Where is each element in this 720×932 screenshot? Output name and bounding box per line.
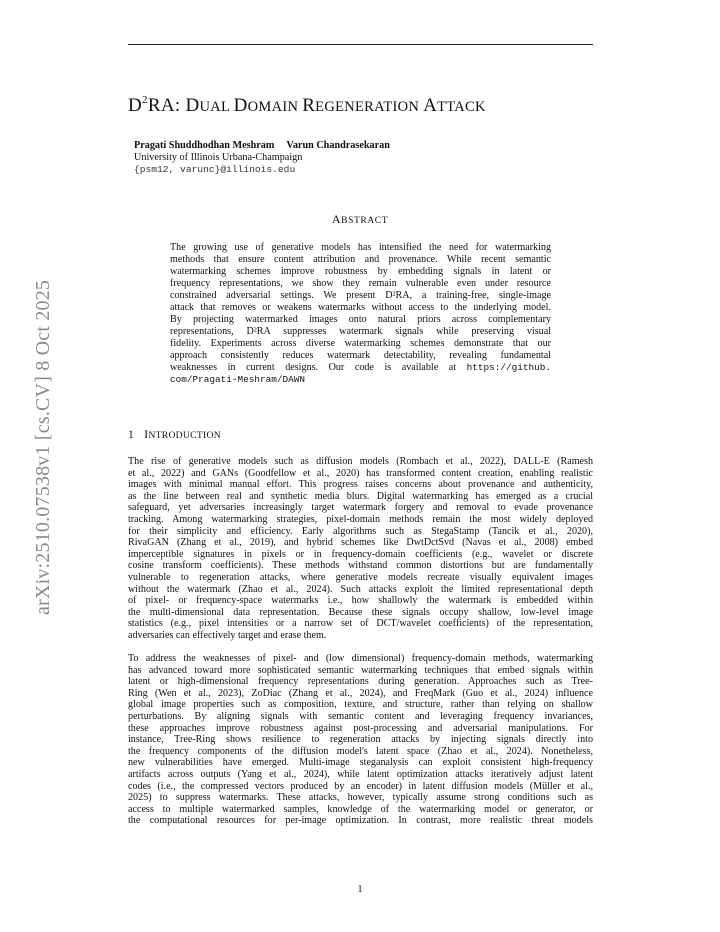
abstract-line: constrained adversarial settings. We present D²RA, a training-free, single-image (170, 290, 551, 301)
top-rule (128, 44, 593, 45)
paper-title: $D^2RA$: DUAL DOMAIN REGENERATION ATTACK (128, 94, 486, 116)
body-line: imperceptible signatures in pixels or in frequency-domain coefficients (e.g., wavelet or discrete (128, 548, 593, 560)
body-line: vulnerable to regeneration attacks, where generative models recreate visually equivalent images (128, 571, 593, 583)
body-line: et al., 2022) and GANs (Goodfellow et al., 2020) has transformed content creation, enabling realistic (128, 467, 593, 479)
author-2: Varun Chandrasekaran (286, 140, 390, 151)
body-line: safeguard, yet adversaries increasingly target watermark forgery and removal to evade provenance (128, 502, 593, 514)
intro-paragraph-1 (128, 456, 593, 642)
body-line: the multi-dimensional data representation. Because these signals occupy shallow, low-level image (128, 606, 593, 618)
abstract-body (170, 242, 551, 386)
author-1: Pragati Shuddhodhan Meshram (134, 140, 275, 151)
body-line: To address the weaknesses of pixel- and (low dimensional) frequency-domain methods, watermarking (128, 653, 593, 664)
body-line: new vulnerabilities have emerged. Multi-image steganalysis can exploit consistent high-frequency (128, 757, 593, 769)
abstract-line: watermarking schemes improve robustness by embedding signals in latent or (170, 266, 551, 277)
arxiv-stamp: arXiv:2510.07538v1 [cs.CV] 8 Oct 2025 (32, 279, 54, 615)
body-line: adversaries can effectively target and erase them. (128, 629, 327, 641)
body-line: statistics (e.g., pixel intensities or a narrow set of DCT/wavelet coefficients) of the representation, (128, 618, 593, 630)
body-line: without the watermark (Zhao et al., 2024). Such attacks exploit the limited representational depth (128, 583, 593, 595)
abstract-line: methods that ensure content attribution and provenance. While recent semantic (170, 254, 551, 265)
abstract-line: fidelity. Experiments across diverse watermarking schemes demonstrate that our (170, 338, 551, 349)
page-number: 1 (357, 884, 363, 895)
section-heading-introduction: 1 INTRODUCTION (128, 427, 221, 441)
author-names (134, 140, 390, 152)
body-line: tracking. Among watermarking strategies, pixel-domain methods remain the most widely deployed (128, 513, 593, 525)
body-line: codes (i.e., the compressed vectors produced by an encoder) in latent diffusion models (Müller et al., (128, 780, 593, 792)
abstract-line: By projecting watermarked images onto natural priors across complementary (170, 314, 551, 325)
body-line: global image properties such as composition, texture, and structure, rather than relying on shallow (128, 699, 593, 711)
body-line: the frequency components of the diffusion model's latent space (Zhao et al., 2024). Nonetheless, (128, 745, 593, 757)
body-line: perturbations. By aligning signals with semantic content and leveraging frequency invariances, (128, 710, 593, 722)
abstract-line: weaknesses in current designs. Our code is available at https://github. (170, 362, 551, 373)
body-line: access to multiple watermarked samples, knowledge of the watermarking model or generator, or (128, 803, 593, 815)
body-line: The rise of generative models such as diffusion models (Rombach et al., 2022), DALL-E (Ramesh (128, 456, 593, 467)
abstract-line: representations, D²RA suppresses watermark signals while preserving visual (170, 326, 551, 337)
body-line: latent or high-dimensional frequency representations during generation. Approaches such as Tree- (128, 676, 593, 688)
abstract-line: frequency representations, we show they remain vulnerable even under resource (170, 278, 551, 289)
body-line: RivaGAN (Zhang et al., 2019), and hybrid schemes like DwtDctSvd (Navas et al., 2008) embed (128, 537, 593, 549)
body-line: Ring (Wen et al., 2023), ZoDiac (Zhang et al., 2024), and FreqMark (Guo et al., 2024) influence (128, 687, 593, 699)
abstract-line: The growing use of generative models has intensified the need for watermarking (170, 242, 551, 253)
body-line: artifacts across outputs (Yang et al., 2024), while latent optimization attacks iteratively adjust latent (128, 768, 593, 780)
code-link-continued[interactable]: com/Pragati-Meshram/DAWN (170, 374, 306, 385)
author-block (134, 140, 390, 176)
abstract-line: attack that removes or weakens watermarks without access to the underlying model. (170, 302, 551, 313)
body-line: the computational resources for per-image optimization. In contrast, more realistic threat models (128, 815, 593, 827)
abstract-line (170, 374, 551, 386)
body-line: images with minimal manual effort. This progress raises concerns about provenance and authenticity, (128, 479, 593, 491)
body-line: these approaches improve robustness against post-processing and adversarial manipulations. For (128, 722, 593, 734)
body-line: of pixel- or frequency-space watermarks i.e., how shallowly the watermark is embedded within (128, 595, 593, 607)
body-line: instance, Tree-Ring shows resilience to regeneration attacks by injecting signals directly into (128, 734, 593, 746)
body-line: cosine transform coefficients). These methods withstand common distortions but are fundamentally (128, 560, 593, 572)
body-line: has advanced toward more sophisticated semantic watermarking techniques that embed signals within (128, 664, 593, 676)
abstract-heading: ABSTRACT (331, 212, 389, 226)
body-line: for their simplicity and efficiency. Early algorithms such as StegaStamp (Tancik et al., 2020), (128, 525, 593, 537)
abstract-line: approach consistently reduces watermark detectability, revealing fundamental (170, 350, 551, 361)
body-line: as the line between real and synthetic media blurs. Digital watermarking has emerged as a crucial (128, 490, 593, 502)
body-line: 2025) to suppress watermarks. These attacks, however, typically assume strong conditions such as (128, 792, 593, 804)
author-email: {psm12, varunc}@illinois.edu (134, 164, 296, 175)
code-link[interactable]: https://github. (466, 362, 551, 373)
intro-paragraph-2 (128, 653, 593, 827)
affiliation: University of Illinois Urbana-Champaign (134, 152, 303, 163)
